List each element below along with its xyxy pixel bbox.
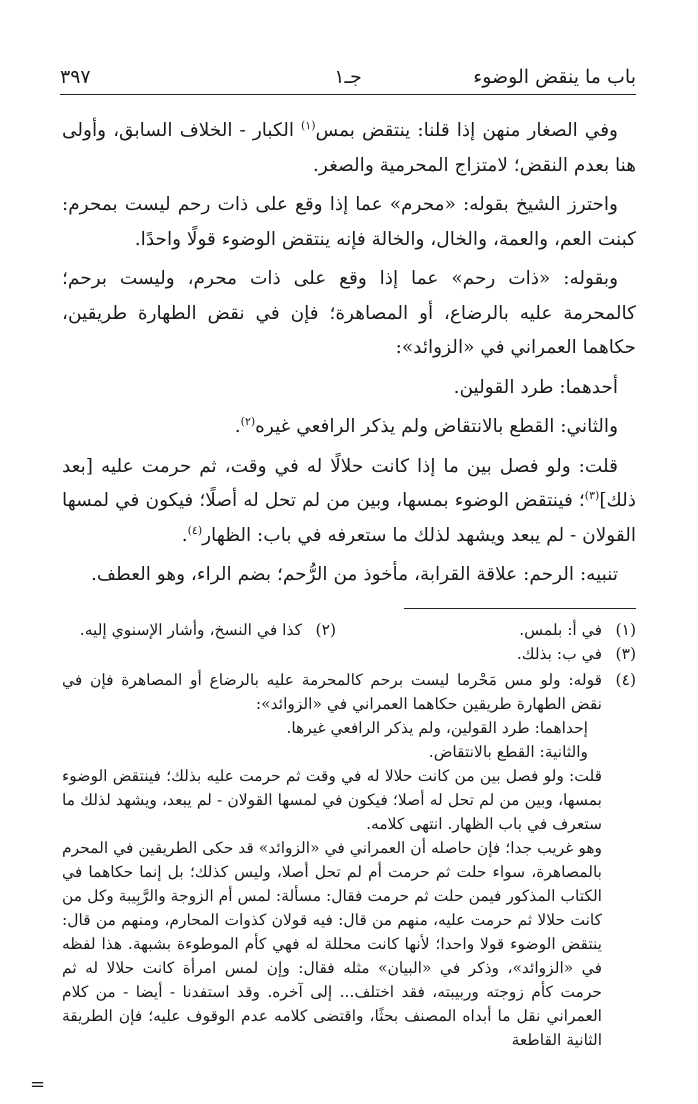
footnotes-short: [62, 618, 636, 666]
paragraph-7: تنبيه: الرحم: علاقة القرابة، مأخوذ من الرُّحم؛ بضم الراء، وهو العطف.: [90, 564, 618, 585]
footnote-1: (١) في أ: بلمس.: [519, 621, 636, 639]
paragraph-4: أحدهما: طرد القولين.: [453, 376, 618, 398]
paragraph-1: وفي الصغار منهن إذا قلنا: ينتقض بمس$^{(١)}$ الكبار - الخلاف السابق، وأولى هنا بعدم النقض؛ لامتزاج المحرمية والصغر.: [62, 118, 636, 176]
footnote-ref-2[interactable]: (٢): [240, 414, 256, 428]
footnote-3: (٣) في ب: بذلك.: [516, 645, 636, 663]
paragraph-3: وبقوله: «ذات رحم» عما إذا وقع على ذات محرم، وليست برحم؛ كالمحرمة عليه بالرضاع، أو المصاهرة؛ فإن في نقض الطهارة طريقين، حكاهما العمراني في «الزوائد»:: [62, 268, 636, 358]
paragraph-6: قلت: ولو فصل بين ما إذا كانت حلالًا له في وقت، ثم حرمت عليه [بعد ذلك]$^{(٣)}$؛ فينتقض الوضوء بمسها، وبين من لم تحل له أصلًا؛ فيكون في لمسها القولان - لم يبعد ويشهد لذلك ما ستعرفه في باب: الظهار$^{(٤)}$.: [62, 455, 636, 546]
margin-mark: =: [30, 1074, 46, 1095]
footnote-ref-1[interactable]: (١): [301, 118, 316, 132]
footnote-separator: [404, 608, 636, 609]
paragraph-2: واحترز الشيخ بقوله: «محرم» عما إذا وقع على ذات رحم ليست بمحرم: كبنت العم، والعمة، والخال، والخالة فإنه ينتقض الوضوء قولًا واحدًا.: [62, 194, 636, 250]
main-text: [62, 114, 636, 598]
footnote-4: (٤) قوله: ولو مس مَحْرما ليست برحم كالمحرمة عليه بالرضاع أو المصاهرة فإن في نقض الطهارة طريقين حكاهما العمراني في «الزوائد»: إحداهما: طرد القولين، ولم يذكر الرافعي غيرها. والثانية: القطع بالانتقاض. قلت: ولو فصل بين من كانت حلالا له في وقت ثم حرمت عليه بذلك؛ فينتقض الوضوء بمسها، وبين من لم تحل له أصلا؛ فيكون في لمسها القولان - لم يبعد، ويشهد لذلك ما ستعرف في باب الظهار. انتهى كلامه. وهو غريب جدا؛ فإن حاصله أن العمراني في «الزوائد» قد حكى الطريقين في المحرم بالمصاهرة، سواء حلت ثم حرمت أم لم تحل أصلا، وليس كذلك؛ بل إنما حكاهما في الكتاب المذكور فيمن حلت ثم حرمت فقال: مسألة: لمس أم الزوجة والرَّبِيبة وكل من كانت حلالا ثم حرمت عليه، منهم من قال: فيه قولان كذوات المحارم، ومنهم من قال: ينتقض الوضوء قولا واحدا؛ لأنها كانت محللة له فهي كأم الموطوءة بشبهة. هذا لفظه في «الزوائد»، وذكر في «البيان» مثله فقال: وإن لمس امرأة كانت حلالا له ثم حرمت كأم زوجته وربيبته، فقد اختلف... إلى آخره. وقد استفدنا - أيضا - من كلام العمراني نقل ما أبداه المصنف بحثًا، واقتضى كلامه عدم الوقوف عليه؛ فإن الطريقة الثانية القاطعة: [62, 671, 636, 1049]
footnote-2: (٢) كذا في النسخ، وأشار الإسنوي إليه.: [79, 621, 336, 639]
chapter-title: باب ما ينقض الوضوء: [473, 66, 636, 88]
footnote-ref-4[interactable]: (٤): [187, 523, 203, 537]
volume-label: جـ١: [334, 66, 362, 88]
page-number: ٣٩٧: [60, 66, 91, 88]
running-header: [60, 62, 636, 95]
paragraph-5: والثاني: القطع بالانتقاض ولم يذكر الرافعي غيره$^{(٢)}$.: [234, 414, 618, 437]
footnote-ref-3[interactable]: (٣): [584, 488, 600, 502]
